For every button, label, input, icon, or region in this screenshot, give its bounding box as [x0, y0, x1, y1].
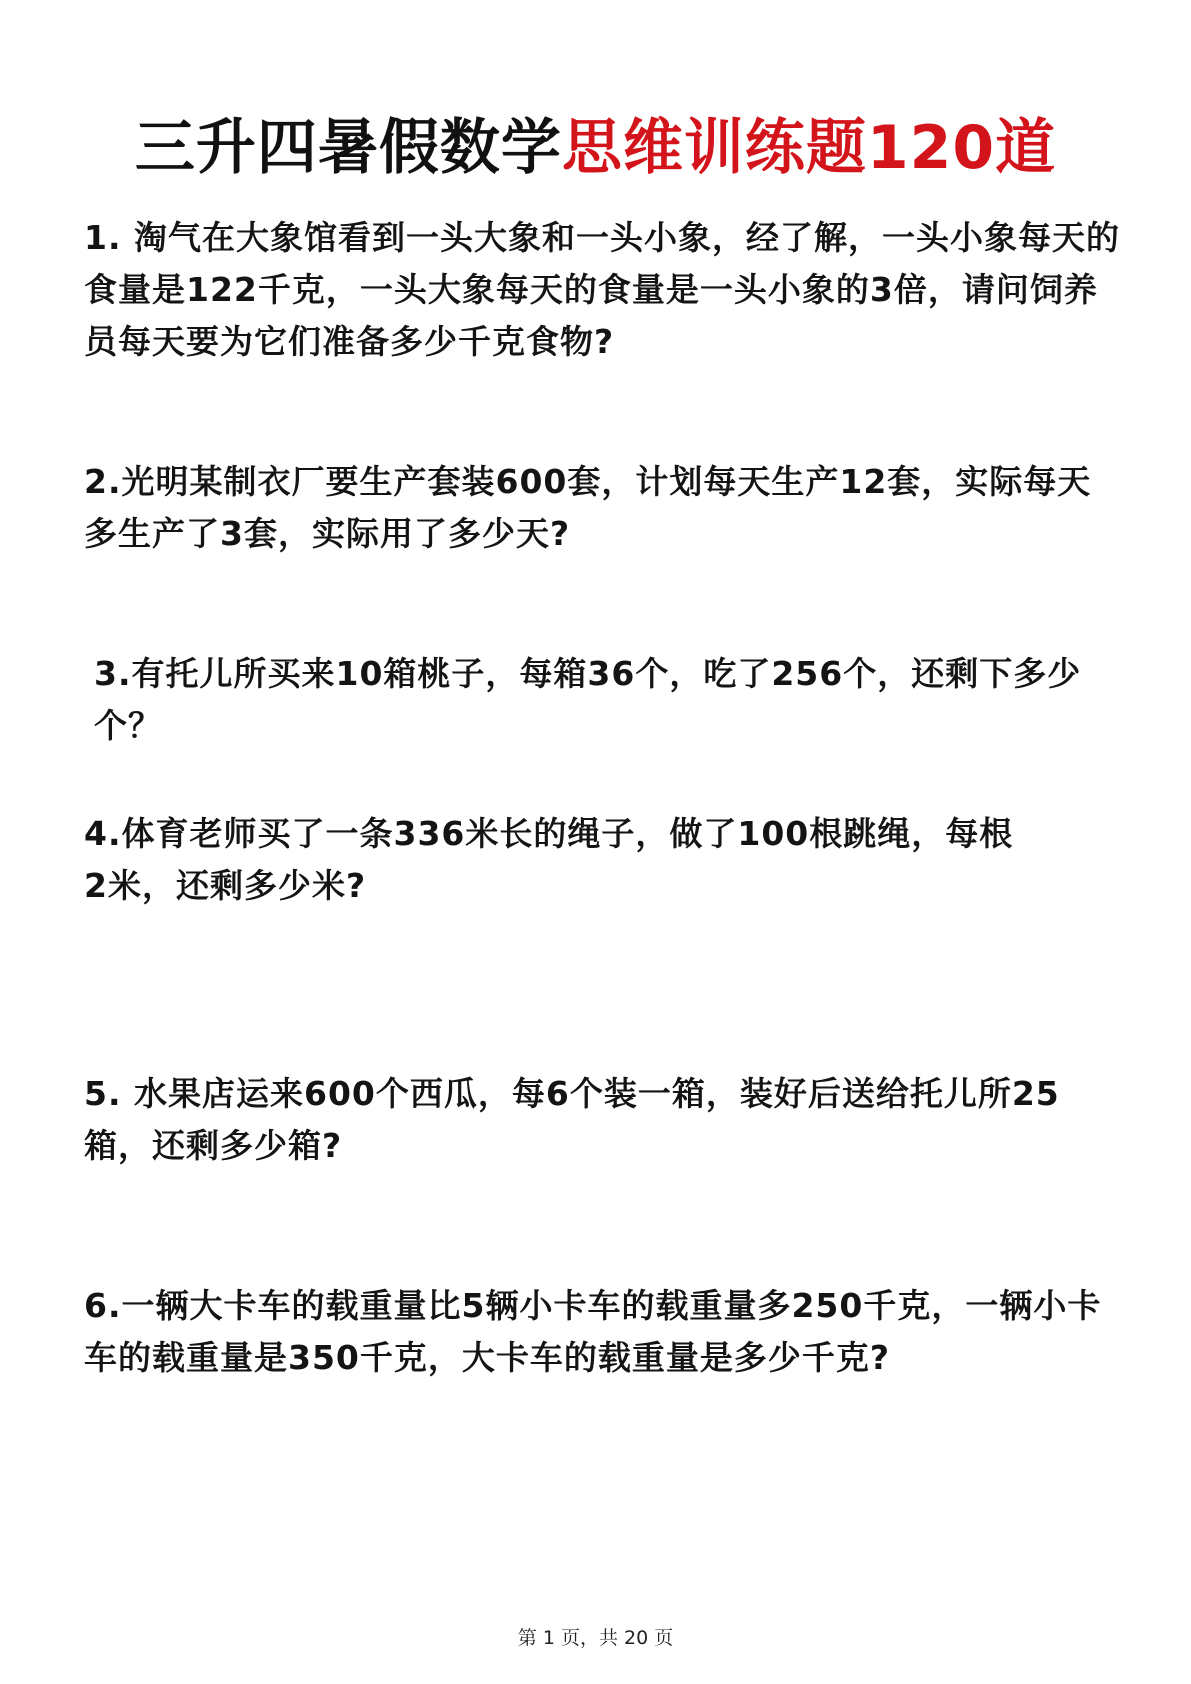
title-part-black: 三升四暑假数学	[134, 113, 562, 183]
problem-1: 1. 淘气在大象馆看到一头大象和一头小象，经了解，一头小象每天的食量是122千克，一头大象每天的食量是一头小象的3倍，请问饲养员每天要为它们准备多少千克食物?	[84, 218, 1120, 361]
problem-5: 5. 水果店运来600个西瓜，每6个装一箱，装好后送给托儿所25箱，还剩多少箱?	[84, 1074, 1060, 1165]
problem-2: 2.光明某制衣厂要生产套装600套，计划每天生产12套，实际每天多生产了3套，实际用了多少天?	[84, 462, 1092, 553]
problem-4: 4.体育老师买了一条336米长的绳子，做了100根跳绳，每根2米，还剩多少米?	[84, 814, 1014, 905]
page-title	[0, 108, 1191, 188]
problem-3: 3.有托儿所买来10箱桃子，每箱36个，吃了256个，还剩下多少个？	[94, 654, 1082, 745]
title-part-red: 思维训练题120道	[561, 113, 1057, 183]
problem-6: 6.一辆大卡车的载重量比5辆小卡车的载重量多250千克，一辆小卡车的载重量是350千克，大卡车的载重量是多少千克?	[84, 1286, 1102, 1377]
page-footer: 第 1 页，共 20 页	[517, 1627, 674, 1649]
